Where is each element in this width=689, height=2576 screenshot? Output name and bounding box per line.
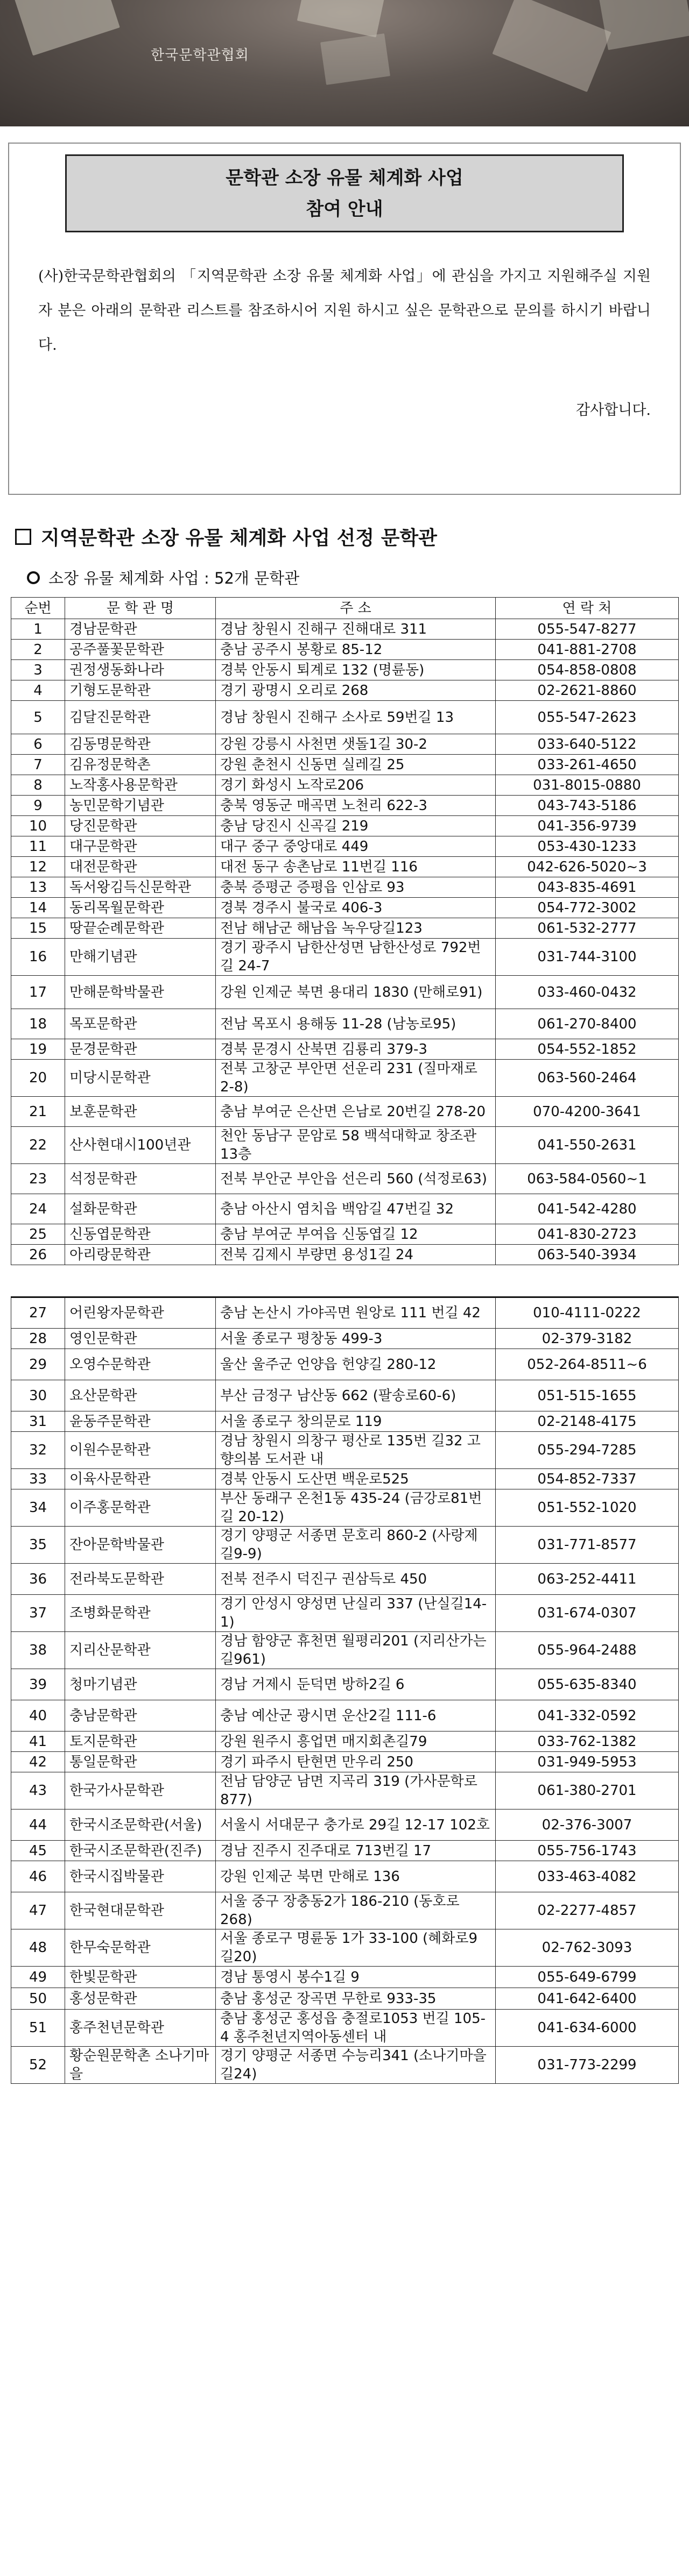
cell-no: 15 [11,918,65,939]
cell-contact: 055-649-6799 [496,1967,679,1988]
book-graphic [15,0,120,56]
cell-contact: 051-552-1020 [496,1489,679,1527]
cell-address: 충북 증평군 증평읍 인삼로 93 [216,877,496,898]
cell-address: 경북 문경시 산북면 김룡리 379-3 [216,1039,496,1060]
museum-table-part1 [11,597,679,1265]
cell-no: 22 [11,1127,65,1164]
table-header-row [11,598,679,619]
cell-name: 대전문학관 [65,857,216,877]
cell-name: 노작홍사용문학관 [65,775,216,796]
cell-no: 18 [11,1009,65,1039]
cell-address: 전북 고창군 부안면 선운리 231 (질마재로2-8) [216,1060,496,1097]
cell-name: 보훈문학관 [65,1097,216,1127]
cell-address: 충남 아산시 염치읍 백암길 47번길 32 [216,1194,496,1224]
cell-no: 7 [11,755,65,775]
table-row [11,836,679,857]
cell-address: 충남 부여군 은산면 은남로 20번길 278-20 [216,1097,496,1127]
cell-address: 강원 강릉시 사천면 샛돌1길 30-2 [216,734,496,755]
cell-name: 당진문학관 [65,816,216,836]
cell-name: 요산문학관 [65,1380,216,1411]
cell-address: 전남 목포시 용해동 11-28 (남농로95) [216,1009,496,1039]
cell-address: 경기 양평군 서종면 수능리341 (소나기마을길24) [216,2047,496,2084]
table-row [11,877,679,898]
section-title-text: 지역문학관 소장 유물 체계화 사업 선정 문학관 [41,527,437,549]
cell-name: 경남문학관 [65,619,216,640]
table-row [11,1329,679,1349]
cell-contact: 055-294-7285 [496,1432,679,1469]
cell-address: 서울 중구 장충동2가 186-210 (동호로268) [216,1892,496,1929]
cell-contact: 054-852-7337 [496,1469,679,1489]
notice-thanks: 감사합니다. [576,402,651,418]
table-row [11,1752,679,1772]
cell-no: 10 [11,816,65,836]
cell-address: 충남 홍성군 장곡면 무한로 933-35 [216,1988,496,2010]
cell-no: 40 [11,1700,65,1731]
cell-no: 27 [11,1297,65,1329]
cell-name: 황순원문학촌 소나기마을 [65,2047,216,2084]
cell-contact: 043-835-4691 [496,877,679,898]
cell-name: 어린왕자문학관 [65,1297,216,1329]
table-row [11,796,679,816]
cell-address: 경기 양평군 서종면 문호리 860-2 (사랑제길9-9) [216,1527,496,1564]
table-row [11,1411,679,1432]
cell-no: 45 [11,1841,65,1861]
cell-address: 경북 안동시 도산면 백운로525 [216,1469,496,1489]
cell-contact: 041-332-0592 [496,1700,679,1731]
table-row [11,939,679,976]
table-row [11,1861,679,1892]
table-row [11,775,679,796]
cell-name: 신동엽문학관 [65,1224,216,1245]
table-row [11,918,679,939]
cell-address: 서울 종로구 평창동 499-3 [216,1329,496,1349]
cell-address: 전남 해남군 해남읍 녹우당길123 [216,918,496,939]
cell-no: 31 [11,1411,65,1432]
cell-no: 23 [11,1164,65,1194]
cell-contact: 031-8015-0880 [496,775,679,796]
cell-address: 경북 안동시 퇴계로 132 (명륜동) [216,660,496,680]
cell-no: 19 [11,1039,65,1060]
table-row [11,1772,679,1809]
cell-name: 이원수문학관 [65,1432,216,1469]
cell-no: 20 [11,1060,65,1097]
table-row [11,1039,679,1060]
cell-no: 14 [11,898,65,918]
cell-contact: 051-515-1655 [496,1380,679,1411]
cell-name: 미당시문학관 [65,1060,216,1097]
table-row [11,1060,679,1097]
table-row [11,1527,679,1564]
sub-title-text: 소장 유물 체계화 사업 : 52개 문학관 [48,569,300,587]
cell-contact: 063-540-3934 [496,1245,679,1265]
cell-name: 한국시집박물관 [65,1861,216,1892]
cell-address: 전남 담양군 남면 지곡리 319 (가사문학로877) [216,1772,496,1809]
cell-contact: 055-635-8340 [496,1669,679,1700]
cell-no: 4 [11,680,65,701]
cell-contact: 061-270-8400 [496,1009,679,1039]
cell-name: 한국현대문학관 [65,1892,216,1929]
cell-name: 이주홍문학관 [65,1489,216,1527]
cell-contact: 010-4111-0222 [496,1297,679,1329]
cell-address: 충남 논산시 가야곡면 원앙로 111 번길 42 [216,1297,496,1329]
cell-no: 49 [11,1967,65,1988]
cell-contact: 055-756-1743 [496,1841,679,1861]
table-row [11,1809,679,1841]
cell-no: 51 [11,2010,65,2047]
table-row [11,1469,679,1489]
cell-address: 경남 함양군 휴천면 월평리201 (지리산가는길961) [216,1632,496,1669]
cell-name: 목포문학관 [65,1009,216,1039]
table-row [11,976,679,1009]
table-row [11,1489,679,1527]
cell-no: 32 [11,1432,65,1469]
cell-name: 조병화문학관 [65,1595,216,1632]
cell-address: 대전 동구 송촌남로 11번길 116 [216,857,496,877]
table-row [11,898,679,918]
cell-no: 9 [11,796,65,816]
cell-name: 홍주천년문학관 [65,2010,216,2047]
cell-name: 김동명문학관 [65,734,216,755]
cell-no: 34 [11,1489,65,1527]
table-row [11,1127,679,1164]
cell-contact: 055-547-2623 [496,701,679,734]
cell-address: 충남 당진시 신곡길 219 [216,816,496,836]
cell-address: 경남 진주시 진주대로 713번길 17 [216,1841,496,1861]
cell-name: 만해문학박물관 [65,976,216,1009]
cell-contact: 061-380-2701 [496,1772,679,1809]
cell-name: 독서왕김득신문학관 [65,877,216,898]
cell-no: 12 [11,857,65,877]
cell-contact: 041-634-6000 [496,2010,679,2047]
cell-no: 52 [11,2047,65,2084]
cell-contact: 063-252-4411 [496,1564,679,1595]
cell-contact: 033-640-5122 [496,734,679,755]
cell-no: 36 [11,1564,65,1595]
cell-address: 경북 경주시 불국로 406-3 [216,898,496,918]
table-row [11,1380,679,1411]
cell-name: 기형도문학관 [65,680,216,701]
cell-address: 경남 통영시 봉수1길 9 [216,1967,496,1988]
table-row [11,1009,679,1039]
cell-address: 경기 광명시 오리로 268 [216,680,496,701]
cell-address: 서울시 서대문구 충가로 29길 12-17 102호 [216,1809,496,1841]
cell-name: 오영수문학관 [65,1349,216,1380]
cell-contact: 052-264-8511~6 [496,1349,679,1380]
table-row [11,1432,679,1469]
cell-no: 21 [11,1097,65,1127]
cell-no: 46 [11,1861,65,1892]
notice-title-line1: 문학관 소장 유물 체계화 사업 [226,167,463,189]
cell-no: 37 [11,1595,65,1632]
cell-contact: 053-430-1233 [496,836,679,857]
cell-contact: 033-463-4082 [496,1861,679,1892]
header-name: 문 학 관 명 [65,598,216,619]
cell-name: 동리목월문학관 [65,898,216,918]
cell-address: 전북 부안군 부안읍 선은리 560 (석정로63) [216,1164,496,1194]
cell-name: 한무숙문학관 [65,1929,216,1967]
table-row [11,1595,679,1632]
table-row [11,660,679,680]
cell-no: 48 [11,1929,65,1967]
notice-body: (사)한국문학관협회의 「지역문학관 소장 유물 체계화 사업」에 관심을 가지고 지원해주실 지원자 분은 아래의 문학관 리스트를 참조하시어 지원 하시고 싶은 문학관으로 문의를 하시기 바랍니다. [38,268,651,353]
cell-contact: 041-642-6400 [496,1988,679,2010]
cell-address: 천안 동남구 문암로 58 백석대학교 창조관 13층 [216,1127,496,1164]
cell-contact: 041-542-4280 [496,1194,679,1224]
table-row [11,1892,679,1929]
notice-title-box [65,154,624,232]
table-row [11,1632,679,1669]
cell-address: 경기 광주시 남한산성면 남한산성로 792번길 24-7 [216,939,496,976]
cell-address: 강원 인제군 북면 용대리 1830 (만해로91) [216,976,496,1009]
cell-contact: 041-881-2708 [496,640,679,660]
cell-address: 충남 공주시 봉황로 85-12 [216,640,496,660]
notice-title-line2: 참여 안내 [306,198,383,220]
cell-address: 경남 창원시 진해구 소사로 59번길 13 [216,701,496,734]
cell-no: 43 [11,1772,65,1809]
cell-no: 11 [11,836,65,857]
circle-bullet-icon [27,571,40,584]
table-row [11,1967,679,1988]
cell-address: 경기 안성시 양성면 난실리 337 (난실길14-1) [216,1595,496,1632]
cell-contact: 041-550-2631 [496,1127,679,1164]
cell-name: 충남문학관 [65,1700,216,1731]
book-graphic [320,33,390,85]
museum-table-part2 [11,1296,679,2084]
square-bullet-icon [15,529,31,545]
cell-contact: 02-2621-8860 [496,680,679,701]
cell-address: 충남 홍성군 홍성읍 충절로1053 번길 105-4 홍주천년지역아동센터 내 [216,2010,496,2047]
cell-name: 한국시조문학관(진주) [65,1841,216,1861]
book-graphic [492,0,611,92]
cell-address: 서울 종로구 명륜동 1가 33-100 (혜화로9길20) [216,1929,496,1967]
cell-no: 38 [11,1632,65,1669]
cell-contact: 02-762-3093 [496,1929,679,1967]
cell-contact: 033-261-4650 [496,755,679,775]
section-title [15,523,689,550]
table-row [11,1564,679,1595]
cell-name: 토지문학관 [65,1731,216,1752]
cell-name: 권정생동화나라 [65,660,216,680]
cell-contact: 031-744-3100 [496,939,679,976]
cell-address: 강원 원주시 흥업면 매지회촌길79 [216,1731,496,1752]
cell-name: 아리랑문학관 [65,1245,216,1265]
cell-no: 13 [11,877,65,898]
cell-address: 경기 화성시 노작로206 [216,775,496,796]
cell-contact: 063-584-0560~1 [496,1164,679,1194]
cell-address: 부산 금정구 남산동 662 (팔송로60-6) [216,1380,496,1411]
cell-no: 24 [11,1194,65,1224]
cell-no: 3 [11,660,65,680]
cell-address: 경남 창원시 진해구 진해대로 311 [216,619,496,640]
cell-no: 25 [11,1224,65,1245]
sub-title [27,566,689,588]
cell-contact: 043-743-5186 [496,796,679,816]
cell-no: 6 [11,734,65,755]
table-row [11,1700,679,1731]
cell-address: 서울 종로구 창의문로 119 [216,1411,496,1432]
table-row [11,857,679,877]
cell-no: 39 [11,1669,65,1700]
table-row [11,734,679,755]
cell-name: 설화문학관 [65,1194,216,1224]
cell-address: 충남 예산군 광시면 운산2길 111-6 [216,1700,496,1731]
table-row [11,1841,679,1861]
table-row [11,1988,679,2010]
cell-no: 41 [11,1731,65,1752]
cell-contact: 054-552-1852 [496,1039,679,1060]
table-row [11,2010,679,2047]
cell-no: 5 [11,701,65,734]
cell-name: 잔아문학박물관 [65,1527,216,1564]
notice-panel [8,143,681,495]
table-row [11,701,679,734]
cell-address: 경기 파주시 탄현면 만우리 250 [216,1752,496,1772]
cell-name: 윤동주문학관 [65,1411,216,1432]
cell-contact: 061-532-2777 [496,918,679,939]
cell-contact: 054-858-0808 [496,660,679,680]
cell-contact: 055-547-8277 [496,619,679,640]
book-graphic [599,0,689,50]
cell-address: 전북 전주시 덕진구 권삼득로 450 [216,1564,496,1595]
cell-name: 청마기념관 [65,1669,216,1700]
cell-no: 50 [11,1988,65,2010]
cell-address: 강원 춘천시 신동면 실레길 25 [216,755,496,775]
cell-contact: 041-356-9739 [496,816,679,836]
cell-address: 대구 중구 중앙대로 449 [216,836,496,857]
cell-address: 충북 영동군 매곡면 노천리 622-3 [216,796,496,816]
cell-contact: 042-626-5020~3 [496,857,679,877]
cell-no: 1 [11,619,65,640]
cell-contact: 031-773-2299 [496,2047,679,2084]
cell-address: 경남 거제시 둔덕면 방하2길 6 [216,1669,496,1700]
cell-no: 16 [11,939,65,976]
cell-no: 17 [11,976,65,1009]
table-row [11,1731,679,1752]
cell-contact: 02-2277-4857 [496,1892,679,1929]
cell-contact: 02-379-3182 [496,1329,679,1349]
header-contact: 연 락 처 [496,598,679,619]
banner-title: 한국문학관협회 [151,47,249,63]
cell-name: 지리산문학관 [65,1632,216,1669]
cell-name: 산사현대시100년관 [65,1127,216,1164]
table-row [11,1097,679,1127]
cell-name: 땅끝순례문학관 [65,918,216,939]
cell-name: 한국시조문학관(서울) [65,1809,216,1841]
cell-address: 울산 울주군 언양읍 헌양길 280-12 [216,1349,496,1380]
cell-no: 47 [11,1892,65,1929]
cell-contact: 02-2148-4175 [496,1411,679,1432]
cell-no: 33 [11,1469,65,1489]
table-row [11,755,679,775]
cell-name: 이육사문학관 [65,1469,216,1489]
cell-name: 전라북도문학관 [65,1564,216,1595]
table-row [11,816,679,836]
cell-contact: 055-964-2488 [496,1632,679,1669]
cell-name: 통일문학관 [65,1752,216,1772]
book-graphic [297,0,386,38]
cell-name: 만해기념관 [65,939,216,976]
table-row [11,1669,679,1700]
cell-contact: 054-772-3002 [496,898,679,918]
cell-name: 김달진문학관 [65,701,216,734]
cell-name: 농민문학기념관 [65,796,216,816]
cell-name: 홍성문학관 [65,1988,216,2010]
cell-name: 영인문학관 [65,1329,216,1349]
table-row [11,680,679,701]
cell-contact: 063-560-2464 [496,1060,679,1097]
header-banner [0,0,689,126]
table-row [11,1164,679,1194]
cell-no: 35 [11,1527,65,1564]
table-row [11,1224,679,1245]
cell-no: 30 [11,1380,65,1411]
table-row [11,1349,679,1380]
cell-no: 28 [11,1329,65,1349]
cell-address: 부산 동래구 온천1동 435-24 (금강로81번길 20-12) [216,1489,496,1527]
cell-no: 29 [11,1349,65,1380]
cell-contact: 031-674-0307 [496,1595,679,1632]
cell-name: 공주풀꽃문학관 [65,640,216,660]
cell-no: 8 [11,775,65,796]
cell-name: 한국가사문학관 [65,1772,216,1809]
cell-address: 경남 창원시 의창구 평산로 135번 길32 고향의봄 도서관 내 [216,1432,496,1469]
cell-address: 강원 인제군 북면 만해로 136 [216,1861,496,1892]
cell-contact: 033-460-0432 [496,976,679,1009]
table-row [11,619,679,640]
cell-name: 한빛문학관 [65,1967,216,1988]
cell-no: 44 [11,1809,65,1841]
table-row [11,2047,679,2084]
cell-address: 충남 부여군 부여읍 신동엽길 12 [216,1224,496,1245]
cell-no: 26 [11,1245,65,1265]
cell-name: 대구문학관 [65,836,216,857]
cell-contact: 033-762-1382 [496,1731,679,1752]
cell-name: 석정문학관 [65,1164,216,1194]
cell-contact: 02-376-3007 [496,1809,679,1841]
cell-no: 42 [11,1752,65,1772]
cell-address: 전북 김제시 부량면 용성1길 24 [216,1245,496,1265]
cell-name: 김유정문학촌 [65,755,216,775]
header-address: 주 소 [216,598,496,619]
cell-contact: 031-949-5953 [496,1752,679,1772]
cell-name: 문경문학관 [65,1039,216,1060]
table-row [11,640,679,660]
table-row [11,1245,679,1265]
cell-contact: 041-830-2723 [496,1224,679,1245]
cell-contact: 031-771-8577 [496,1527,679,1564]
table-row [11,1929,679,1967]
cell-no: 2 [11,640,65,660]
header-no: 순번 [11,598,65,619]
cell-contact: 070-4200-3641 [496,1097,679,1127]
table-row [11,1297,679,1329]
table-row [11,1194,679,1224]
